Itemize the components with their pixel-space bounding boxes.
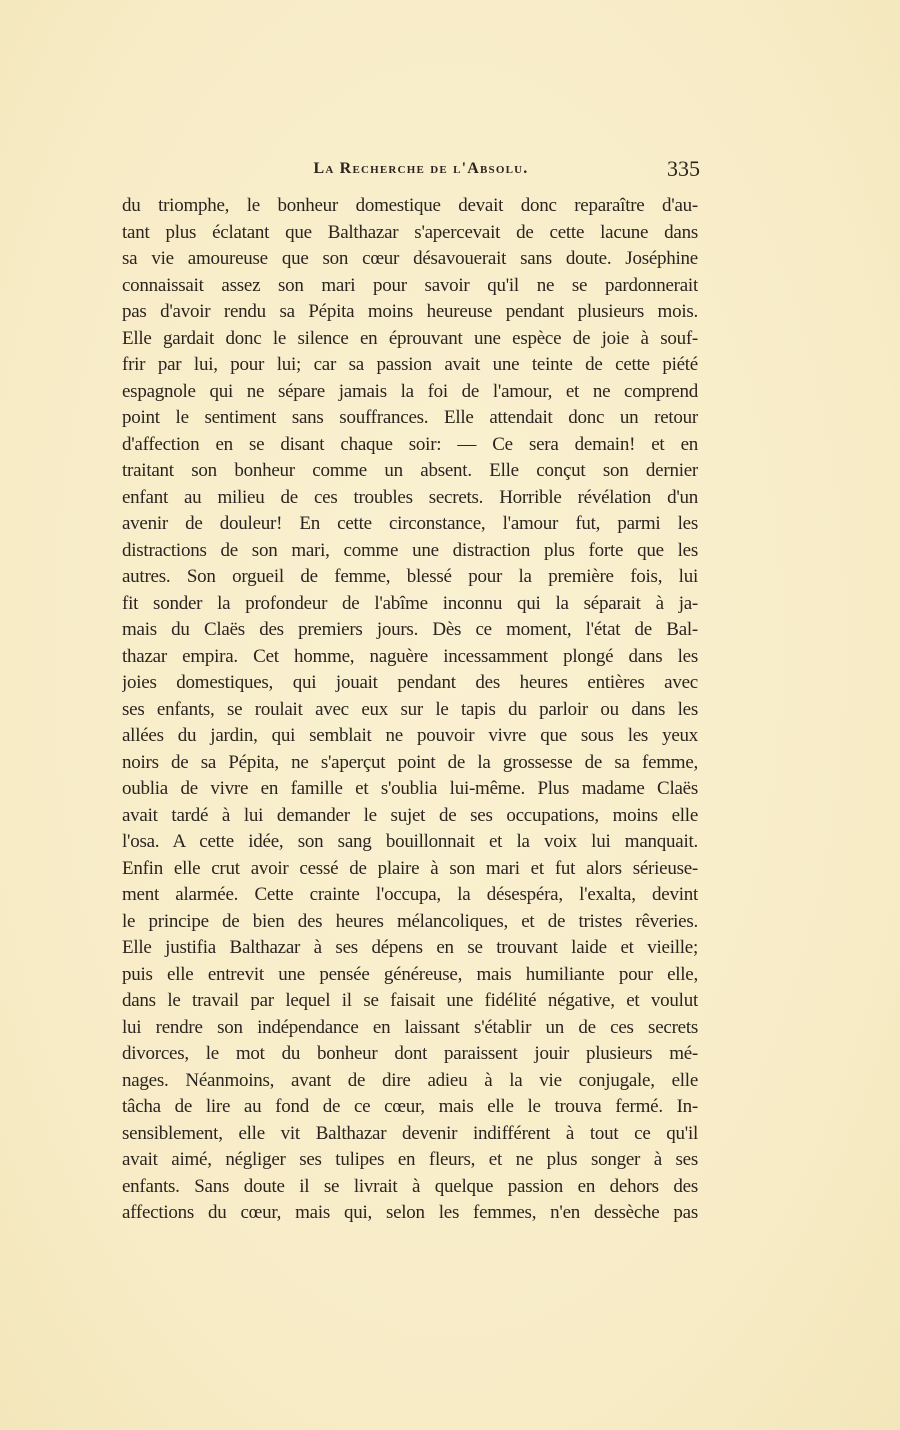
text-line: Elle justifia Balthazar à ses dépens en se trouvant laide et vieille; — [122, 937, 698, 958]
text-line: distractions de son mari, comme une distraction plus forte que les — [122, 539, 698, 561]
text-line: point le sentiment sans souffrances. Elle attendait donc un retour — [122, 407, 698, 428]
text-line: fit sonder la profondeur de l'abîme inconnu qui la séparait à ja- — [122, 592, 698, 614]
body-text — [122, 193, 698, 1227]
text-line: sensiblement, elle vit Balthazar devenir indifférent à tout ce qu'il — [122, 1122, 698, 1144]
text-line: traitant son bonheur comme un absent. Elle conçut son dernier — [122, 460, 698, 481]
text-line: noirs de sa Pépita, ne s'aperçut point de la grossesse de sa femme, — [122, 751, 698, 773]
text-line: tâcha de lire au fond de ce cœur, mais elle le trouva fermé. In- — [122, 1096, 698, 1117]
text-line: du triomphe, le bonheur domestique devait donc reparaître d'au- — [122, 195, 698, 216]
text-line: enfants. Sans doute il se livrait à quelque passion en dehors des — [122, 1175, 698, 1197]
text-line: enfant au milieu de ces troubles secrets. Horrible révélation d'un — [122, 486, 698, 508]
text-line: joies domestiques, qui jouait pendant des heures entières avec — [122, 672, 698, 693]
text-line: mais du Claës des premiers jours. Dès ce moment, l'état de Bal- — [122, 619, 698, 640]
text-line: pas d'avoir rendu sa Pépita moins heureuse pendant plusieurs mois. — [122, 301, 698, 322]
text-line: lui rendre son indépendance en laissant s'établir un de ces secrets — [122, 1016, 698, 1038]
text-line: ment alarmée. Cette crainte l'occupa, la désespéra, l'exalta, devint — [122, 884, 698, 905]
text-line: Enfin elle crut avoir cessé de plaire à son mari et fut alors sérieuse- — [122, 857, 698, 879]
page-header — [122, 156, 700, 186]
text-line: espagnole qui ne sépare jamais la foi de l'amour, et ne comprend — [122, 380, 698, 402]
text-line: connaissait assez son mari pour savoir qu'il ne se pardonnerait — [122, 274, 698, 296]
text-line: oublia de vivre en famille et s'oublia lui-même. Plus madame Claës — [122, 778, 698, 799]
text-line: frir par lui, pour lui; car sa passion avait une teinte de cette piété — [122, 354, 698, 375]
text-line: sa vie amoureuse que son cœur désavouerait sans doute. Joséphine — [122, 248, 698, 269]
text-line: affections du cœur, mais qui, selon les femmes, n'en dessèche pas — [122, 1202, 698, 1223]
running-title: La Recherche de l'Absolu. — [313, 160, 529, 177]
text-line: thazar empira. Cet homme, naguère incessamment plongé dans les — [122, 645, 698, 667]
text-line: l'osa. A cette idée, son sang bouillonnait et la voix lui manquait. — [122, 831, 698, 852]
text-line: le principe de bien des heures mélancoliques, et de tristes rêveries. — [122, 910, 698, 932]
text-line: tant plus éclatant que Balthazar s'apercevait de cette lacune dans — [122, 221, 698, 243]
text-line: Elle gardait donc le silence en éprouvant une espèce de joie à souf- — [122, 327, 698, 349]
text-line: avait tardé à lui demander le sujet de ses occupations, moins elle — [122, 804, 698, 826]
text-line: nages. Néanmoins, avant de dire adieu à la vie conjugale, elle — [122, 1069, 698, 1091]
text-line: autres. Son orgueil de femme, blessé pour la première fois, lui — [122, 566, 698, 587]
page-number: 335 — [667, 156, 700, 181]
text-line: avait aimé, négliger ses tulipes en fleurs, et ne plus songer à ses — [122, 1149, 698, 1170]
text-line: ses enfants, se roulait avec eux sur le tapis du parloir ou dans les — [122, 698, 698, 720]
text-line: d'affection en se disant chaque soir: — Ce sera demain! et en — [122, 433, 698, 455]
text-line: divorces, le mot du bonheur dont paraissent jouir plusieurs mé- — [122, 1043, 698, 1064]
text-line: puis elle entrevit une pensée généreuse, mais humiliante pour elle, — [122, 963, 698, 985]
text-line: avenir de douleur! En cette circonstance, l'amour fut, parmi les — [122, 513, 698, 534]
text-line: allées du jardin, qui semblait ne pouvoir vivre que sous les yeux — [122, 725, 698, 746]
text-line: dans le travail par lequel il se faisait une fidélité négative, et voulut — [122, 990, 698, 1011]
